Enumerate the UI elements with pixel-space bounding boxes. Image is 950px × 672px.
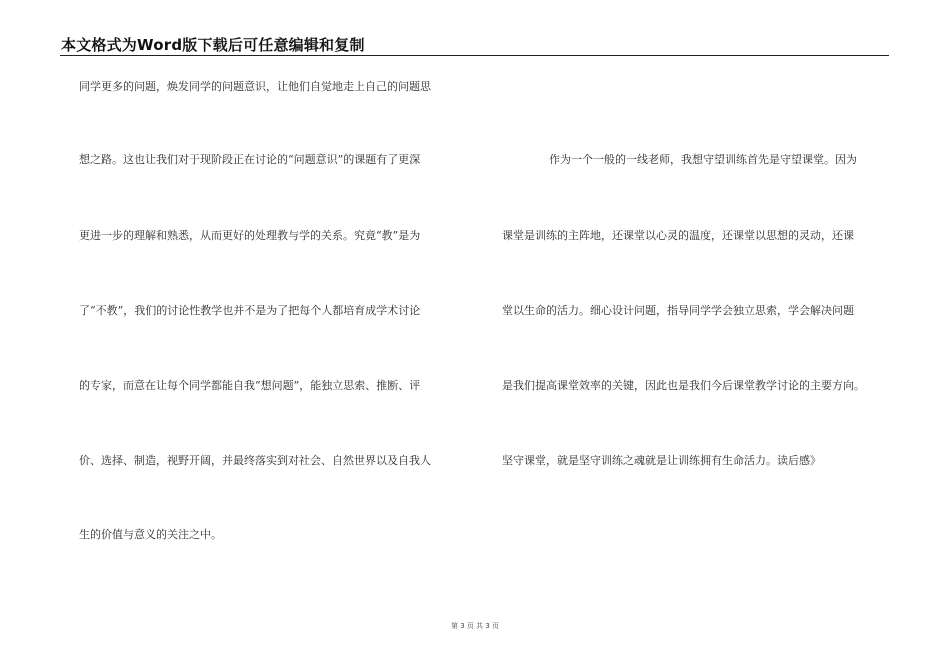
paragraph-line: 的专家，而意在让每个同学都能自我“想问题”，能独立思索、推断、评 (79, 379, 421, 392)
paragraph-line: 课堂是训练的主阵地，还课堂以心灵的温度，还课堂以思想的灵动，还课 (502, 229, 854, 242)
paragraph-line: 是我们提高课堂效率的关键，因此也是我们今后课堂教学讨论的主要方向。 (502, 379, 865, 392)
paragraph-line: 想之路。这也让我们对于现阶段正在讨论的“问题意识”的课题有了更深 (79, 153, 421, 166)
paragraph-line: 坚守课堂，就是坚守训练之魂就是让训练拥有生命活力。读后感》 (502, 454, 821, 467)
paragraph-line: 了“不教”，我们的讨论性教学也并不是为了把每个人都培育成学术讨论 (79, 304, 421, 317)
paragraph-line: 价、选择、制造，视野开阔，并最终落实到对社会、自然世界以及自我人 (79, 454, 431, 467)
page-number-footer: 第 3 页 共 3 页 (450, 622, 500, 630)
header-divider (60, 55, 889, 56)
paragraph-line: 更进一步的理解和熟悉，从而更好的处理教与学的关系。究竟“教”是为 (79, 229, 421, 242)
document-header-title: 本文格式为Word版下载后可任意编辑和复制 (61, 36, 365, 54)
paragraph-line: 同学更多的问题，焕发同学的问题意识，让他们自觉地走上自己的问题思 (79, 80, 431, 93)
paragraph-line: 堂以生命的活力。细心设计问题，指导同学学会独立思索，学会解决问题 (502, 304, 854, 317)
paragraph-line: 生的价值与意义的关注之中。 (79, 528, 222, 541)
paragraph-line: 作为一个一般的一线老师，我想守望训练首先是守望课堂。因为 (549, 153, 857, 166)
